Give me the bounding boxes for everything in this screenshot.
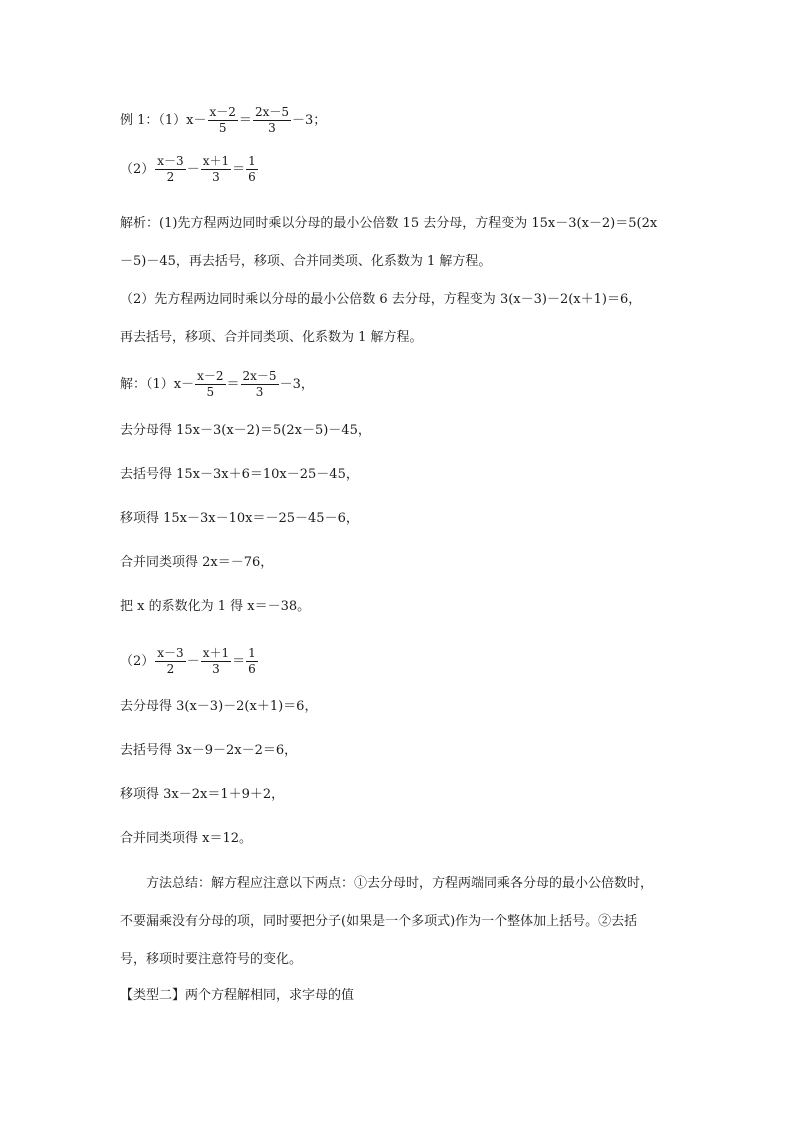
- solution-equation-2: （2） $\frac{x-3}{2}$ － $\frac{x+1}{3}$ ＝ $\frac{1}{6}$: [120, 646, 256, 676]
- fraction: $\frac{2x-5}{3}$: [242, 369, 277, 399]
- example-1-equation-2: （2） $\frac{x-3}{2}$ － $\frac{x+1}{3}$ ＝ $\frac{1}{6}$: [120, 154, 256, 184]
- fraction: $\frac{1}{6}$: [248, 646, 256, 676]
- solution-step: 去括号得 15x－3x＋6＝10x－25－45，: [120, 467, 359, 482]
- section-heading: 【类型二】两个方程解相同，求字母的值: [120, 988, 355, 1003]
- solution-step: 去括号得 3x－9－2x－2＝6，: [120, 743, 298, 758]
- solution-step: 移项得 3x－2x＝1＋9＋2，: [120, 787, 285, 802]
- fraction: $\frac{x-2}{5}$: [197, 369, 224, 399]
- solution-step: 合并同类项得 2x＝－76，: [120, 555, 274, 570]
- method-summary: 方法总结：解方程应注意以下两点：①去分母时，方程两端同乘各分母的最小公倍数时， 不要漏乘没有分母的项，同时要把分子(如果是一个多项式)作为一个整体加上括号。②去括 号，移项时要注意符号的变化。: [120, 876, 654, 967]
- fraction: $\frac{x-3}{2}$: [157, 646, 184, 676]
- solution-equation-1: 解：（1）x－ $\frac{x-2}{5}$ ＝ $\frac{2x-5}{3}$ －3，: [120, 369, 314, 399]
- solution-step: 合并同类项得 x＝12。: [120, 831, 253, 846]
- fraction: $\frac{x+1}{3}$: [202, 646, 230, 676]
- fraction: $\frac{2x-5}{3}$: [254, 105, 289, 135]
- solution-step: 把 x 的系数化为 1 得 x＝－38。: [120, 599, 311, 614]
- solution-step: 去分母得 3(x－3)－2(x＋1)＝6，: [120, 699, 318, 714]
- fraction: $\frac{x+1}{3}$: [202, 154, 230, 184]
- analysis-paragraph-1: 解析：(1)先方程两边同时乘以分母的最小公倍数 15 去分母，方程变为 15x－3(x－2)＝5(2x －5)－45，再去括号，移项、合并同类项、化系数为 1 解方程。: [120, 216, 658, 269]
- solution-step: 移项得 15x－3x－10x＝－25－45－6，: [120, 511, 359, 526]
- analysis-paragraph-2: （2）先方程两边同时乘以分母的最小公倍数 6 去分母，方程变为 3(x－3)－2(x＋1)＝6， 再去括号，移项、合并同类项、化系数为 1 解方程。: [120, 292, 642, 345]
- fraction: $\frac{x-3}{2}$: [157, 154, 184, 184]
- fraction: $\frac{1}{6}$: [248, 154, 256, 184]
- solution-step: 去分母得 15x－3(x－2)＝5(2x－5)－45，: [120, 423, 371, 438]
- example-1-equation-1: 例 1：（1）x－ $\frac{x-2}{5}$ ＝ $\frac{2x-5}{3}$ －3；: [120, 105, 327, 135]
- fraction: $\frac{x-2}{5}$: [209, 105, 236, 135]
